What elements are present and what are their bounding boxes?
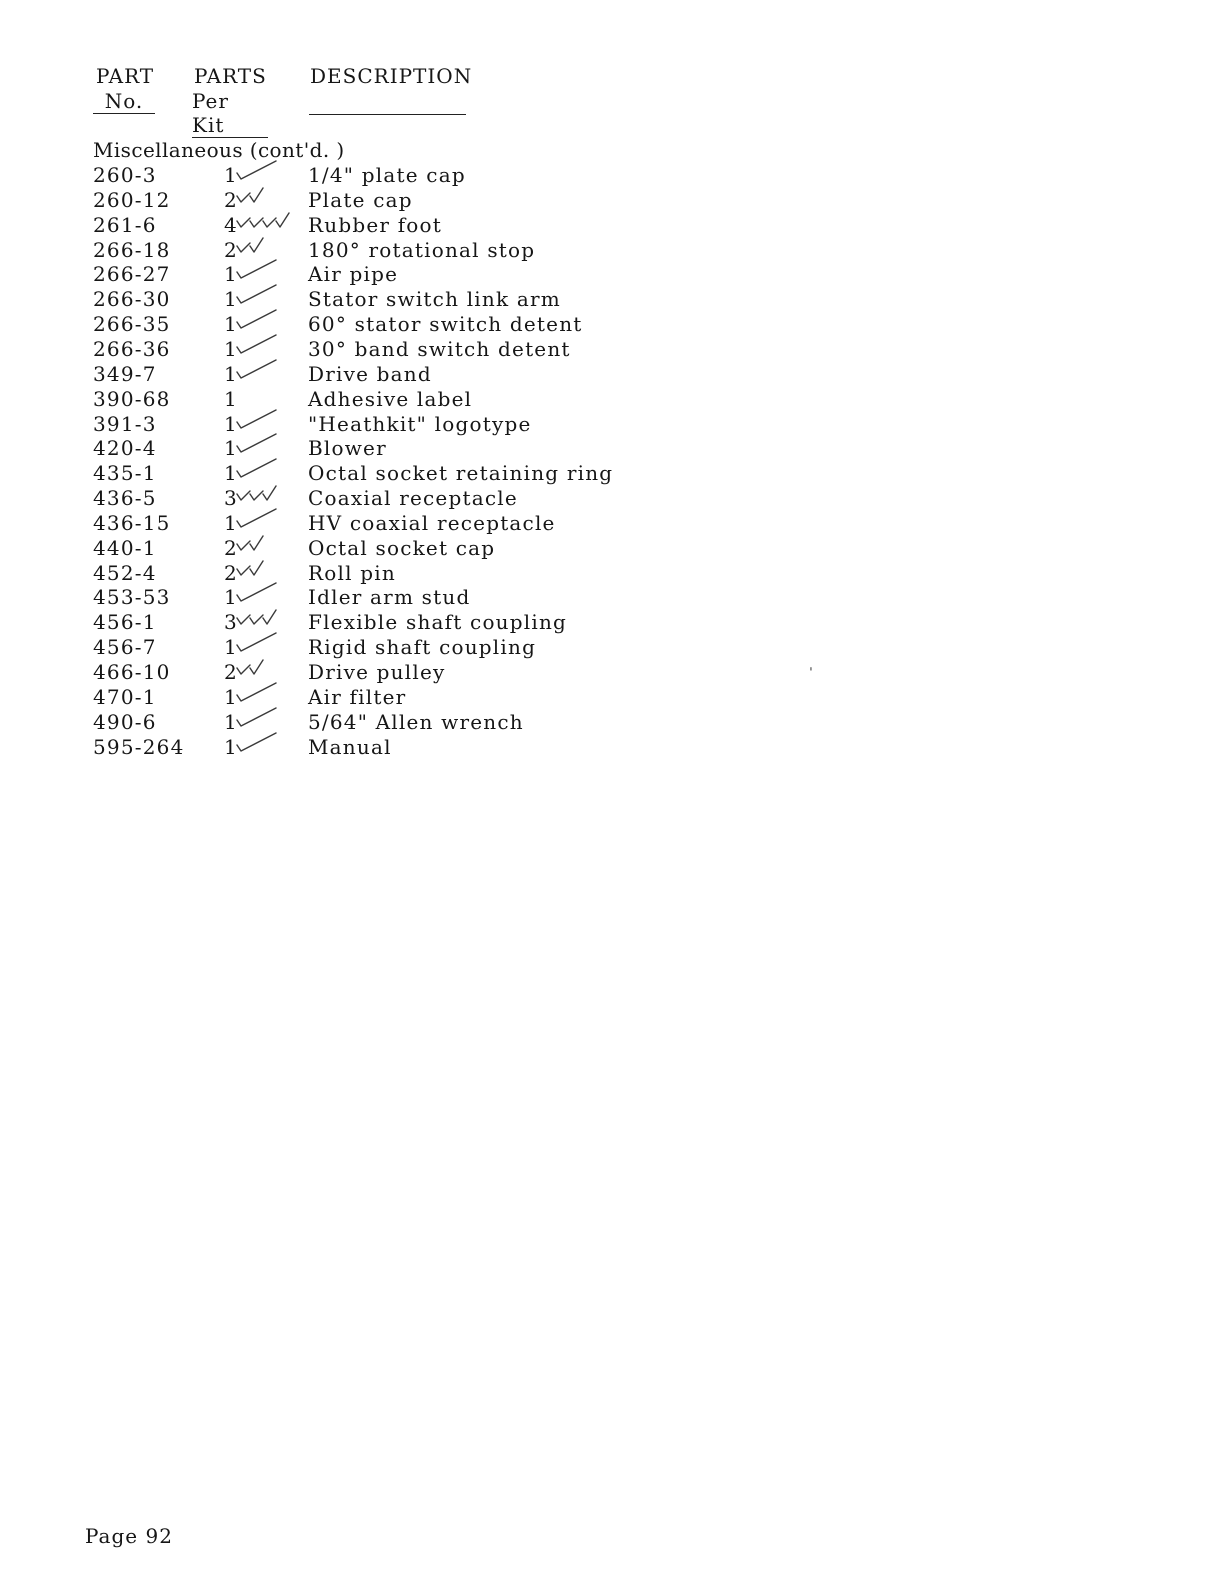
header-description: DESCRIPTION [310,64,473,88]
part-number: 266-18 [93,237,171,262]
part-number: 490-6 [93,709,157,734]
part-number: 595-264 [93,734,185,759]
part-number: 390-68 [93,386,171,411]
parts-per-kit: 1 [224,262,238,287]
part-number: 452-4 [93,560,157,585]
table-row [0,387,700,412]
parts-per-kit: 2 [224,187,238,212]
part-description: Air filter [308,684,407,709]
part-number: 391-3 [93,411,157,436]
handwritten-checkmark-icon [236,604,296,630]
table-row [0,262,700,287]
part-number: 266-27 [93,262,171,287]
table-row [0,685,700,710]
handwritten-checkmark-icon [236,704,296,730]
handwritten-checkmark-icon [236,182,296,208]
part-description: "Heathkit" logotype [308,411,532,436]
parts-per-kit: 1 [224,361,238,386]
table-row [0,536,700,561]
parts-per-kit: 1 [224,734,238,759]
part-description: Stator switch link arm [308,287,561,312]
handwritten-checkmark-icon [236,406,296,432]
parts-per-kit: 1 [224,436,238,461]
checkmark-stroke [237,610,276,624]
table-row [0,561,700,586]
table-row [0,486,700,511]
checkmark-stroke [237,260,276,278]
checkmark-stroke [237,486,276,500]
part-number: 436-5 [93,486,157,511]
table-row [0,735,700,760]
table-row [0,213,700,238]
parts-per-kit: 1 [224,336,238,361]
part-description: Plate cap [308,187,413,212]
checkmark-stroke [237,660,263,674]
part-number: 349-7 [93,361,157,386]
part-description: 1/4" plate cap [308,163,466,187]
part-description: 180° rotational stop [308,237,536,262]
handwritten-checkmark-icon [236,256,296,282]
handwritten-checkmark-icon [236,480,296,506]
part-description: 60° stator switch detent [308,312,583,337]
part-number: 420-4 [93,436,157,461]
parts-per-kit: 4 [224,212,238,237]
checkmark-stroke [237,683,276,701]
checkmark-stroke [237,285,276,303]
table-row [0,461,700,486]
parts-per-kit: 2 [224,535,238,560]
parts-per-kit: 1 [224,163,238,187]
parts-per-kit: 3 [224,486,238,511]
handwritten-checkmark-icon [236,579,296,605]
checkmark-stroke [237,161,276,179]
part-description: Blower [308,436,387,461]
parts-per-kit: 1 [224,386,238,411]
table-row [0,362,700,387]
checkmark-stroke [237,561,263,575]
parts-per-kit: 2 [224,660,238,684]
handwritten-checkmark-icon [236,281,296,307]
header-description-underline [309,114,466,115]
checkmark-stroke [237,708,276,726]
table-row [0,238,700,263]
handwritten-checkmark-icon [236,729,296,755]
handwritten-checkmark-icon [236,629,296,655]
parts-per-kit: 2 [224,237,238,262]
part-description: Idler arm stud [308,585,471,610]
handwritten-checkmark-icon [236,505,296,531]
table-row [0,660,700,685]
handwritten-checkmark-icon [236,157,296,183]
checkmark-stroke [237,633,276,651]
table-row [0,188,700,213]
part-number: 466-10 [93,660,171,684]
parts-per-kit: 3 [224,610,238,635]
parts-per-kit: 1 [224,312,238,337]
part-number: 440-1 [93,535,157,560]
page-number: Page 92 [85,1524,173,1548]
part-description: Coaxial receptacle [308,486,518,511]
header-no: No. [93,89,155,114]
handwritten-checkmark-icon [236,356,296,382]
handwritten-checkmark-icon [236,430,296,456]
part-number: 435-1 [93,461,157,486]
table-row [0,585,700,610]
parts-per-kit: 1 [224,461,238,486]
handwritten-checkmark-icon [236,331,296,357]
checkmark-stroke [237,583,276,601]
handwritten-checkmark-icon [236,232,296,258]
handwritten-checkmark-icon [236,207,296,233]
part-description: HV coaxial receptacle [308,510,556,535]
table-row [0,163,700,188]
part-number: 266-30 [93,287,171,312]
part-description: Flexible shaft coupling [308,610,568,635]
table-row [0,287,700,312]
handwritten-checkmark-icon [236,455,296,481]
table-row [0,635,700,660]
handwritten-checkmark-icon [236,679,296,705]
section-title: Miscellaneous (cont'd. ) [93,138,345,162]
part-description: Drive band [308,361,432,386]
checkmark-stroke [237,335,276,353]
part-number: 470-1 [93,684,157,709]
part-number: 266-36 [93,336,171,361]
table-row [0,610,700,635]
part-number: 436-15 [93,510,171,535]
handwritten-checkmark-icon [236,555,296,581]
part-number: 261-6 [93,212,157,237]
checkmark-stroke [237,509,276,527]
part-description: Rigid shaft coupling [308,635,537,660]
part-description: Rubber foot [308,212,443,237]
part-description: 5/64" Allen wrench [308,709,524,734]
part-number: 456-7 [93,635,157,660]
table-row [0,312,700,337]
checkmark-stroke [237,410,276,428]
table-row [0,511,700,536]
part-description: Air pipe [308,262,399,287]
parts-per-kit: 1 [224,635,238,660]
part-number: 260-3 [93,163,157,187]
parts-per-kit: 1 [224,510,238,535]
handwritten-checkmark-icon [236,654,296,680]
table-row [0,412,700,437]
part-description: Roll pin [308,560,396,585]
scan-speck: ˌ [809,657,813,673]
checkmark-stroke [237,360,276,378]
part-description: Octal socket retaining ring [308,461,614,486]
header-per-kit: Per Kit [192,89,268,138]
checkmark-stroke [237,536,263,550]
part-description: Octal socket cap [308,535,496,560]
checkmark-stroke [237,213,289,227]
checkmark-stroke [237,733,276,751]
table-row [0,337,700,362]
header-parts: PARTS [194,64,267,88]
parts-per-kit: 1 [224,585,238,610]
part-description: 30° band switch detent [308,336,571,361]
part-number: 453-53 [93,585,171,610]
part-number: 260-12 [93,187,171,212]
parts-per-kit: 1 [224,287,238,312]
checkmark-stroke [237,310,276,328]
parts-per-kit: 2 [224,560,238,585]
table-row [0,436,700,461]
checkmark-stroke [237,434,276,452]
parts-per-kit: 1 [224,411,238,436]
parts-per-kit: 1 [224,684,238,709]
part-number: 456-1 [93,610,157,635]
handwritten-checkmark-icon [236,530,296,556]
part-description: Drive pulley [308,660,446,684]
part-number: 266-35 [93,312,171,337]
header-part: PART [96,64,155,88]
part-description: Manual [308,734,392,759]
checkmark-stroke [237,459,276,477]
handwritten-checkmark-icon [236,306,296,332]
table-row [0,710,700,735]
part-description: Adhesive label [308,386,473,411]
checkmark-stroke [237,238,263,252]
checkmark-stroke [237,188,263,202]
parts-per-kit: 1 [224,709,238,734]
